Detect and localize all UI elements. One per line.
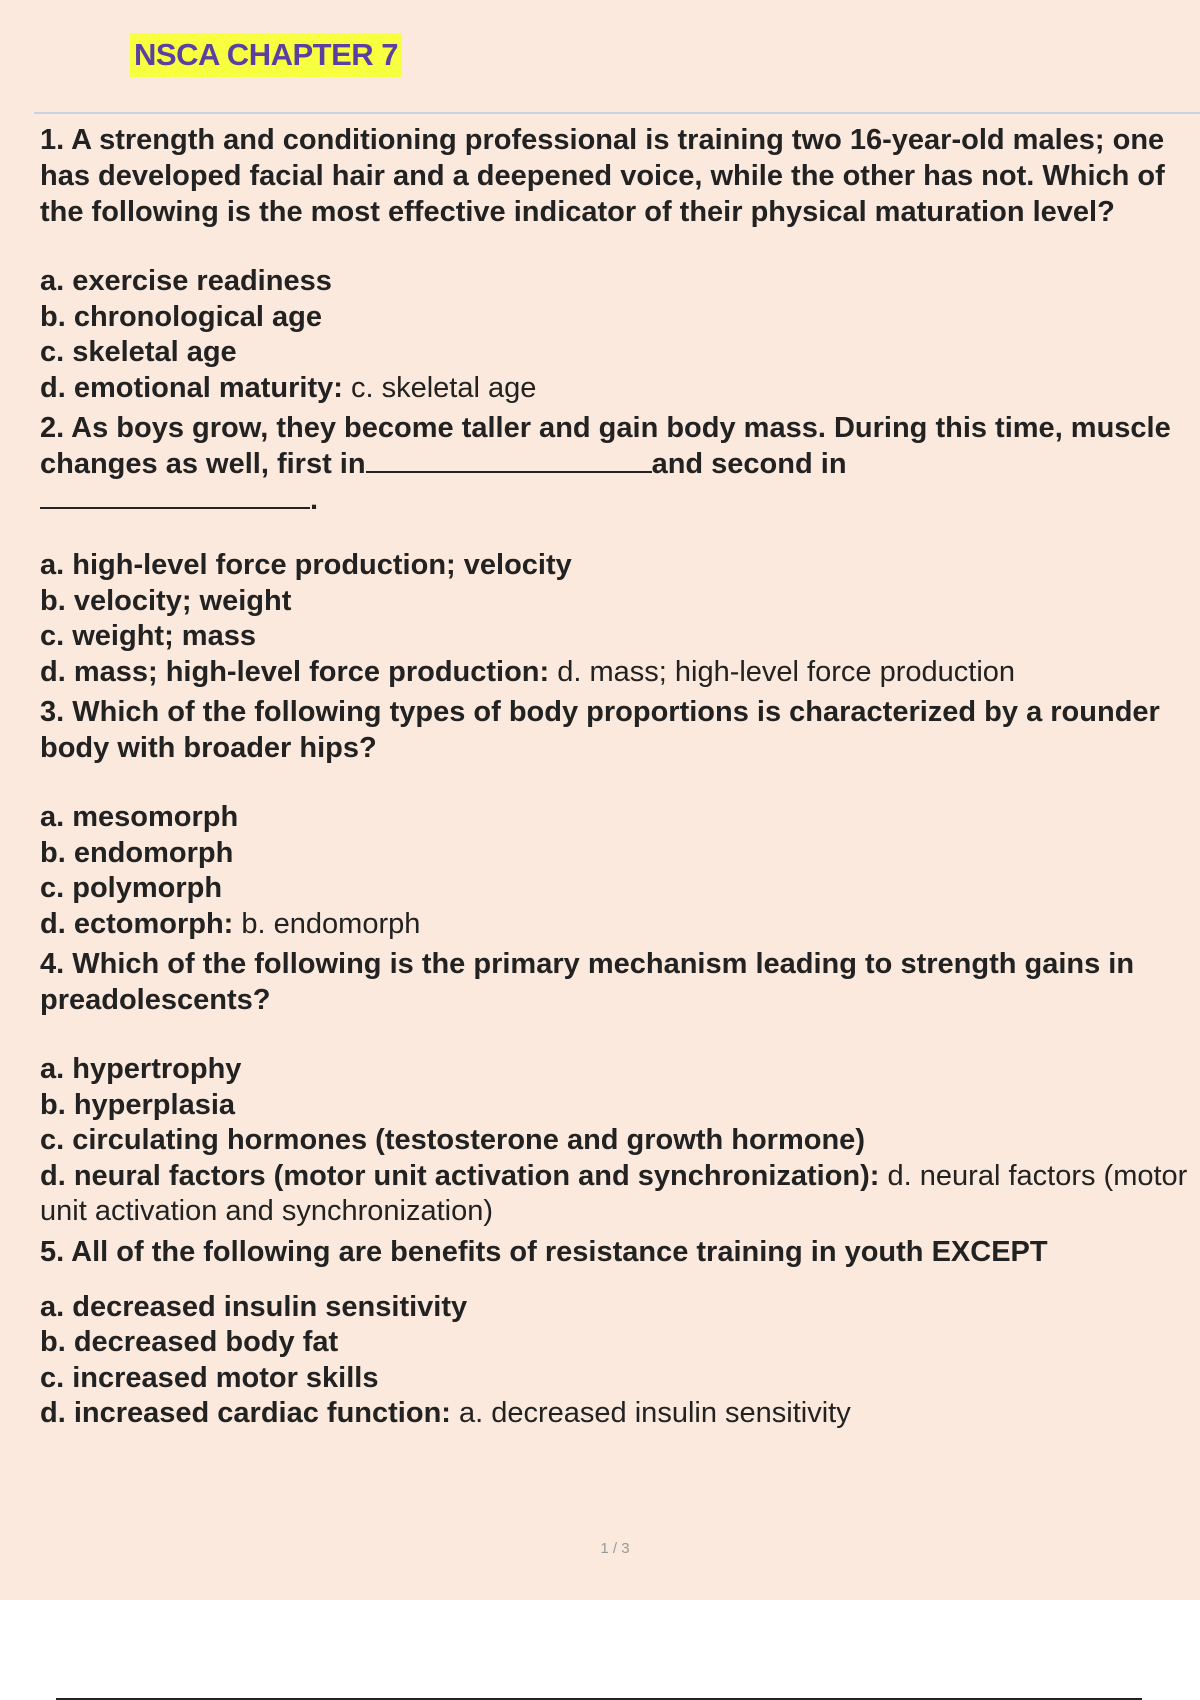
page-number: 1 / 3	[600, 1540, 630, 1557]
option-d: d. increased cardiac function:	[40, 1397, 451, 1429]
option-a: a. hypertrophy	[40, 1053, 242, 1085]
option-d-with-answer	[40, 907, 1200, 943]
option-b: b. endomorph	[40, 836, 234, 869]
option-d: d. neural factors (motor unit activation and synchronization):	[40, 1159, 880, 1192]
question-text: 1. A strength and conditioning professional is training two 16-year-old males; one has developed facial hair and a deepened voice, while the other has not. Which of the following is the most effective indicator of their physical maturation level?	[40, 124, 1165, 228]
option-c: c. skeletal age	[40, 336, 237, 368]
page-title: NSCA CHAPTER 7	[130, 33, 402, 77]
question-text-part3: .	[310, 484, 319, 516]
option-c: c. polymorph	[40, 872, 223, 904]
option-d: d. ectomorph:	[40, 907, 234, 940]
answer: d. neural factors (motor unit activation and synchronization)	[40, 1159, 1188, 1227]
question-1	[40, 118, 1200, 406]
question-text: 5. All of the following are benefits of resistance training in youth EXCEPT	[40, 1235, 1048, 1268]
option-d-with-answer	[40, 371, 1200, 407]
option-b: b. velocity; weight	[40, 584, 292, 617]
option-d-with-answer	[40, 1396, 1200, 1432]
question-2	[40, 406, 1200, 690]
option-b: b. decreased body fat	[40, 1326, 339, 1358]
fill-in-blank-1	[366, 465, 652, 473]
answer: d. mass; high-level force production	[557, 655, 1016, 688]
option-d: d. mass; high-level force production:	[40, 655, 550, 688]
option-c: c. increased motor skills	[40, 1361, 379, 1394]
option-d: d. emotional maturity:	[40, 371, 343, 404]
fill-in-blank-2	[40, 501, 310, 509]
option-d-with-answer	[40, 655, 1200, 691]
option-a: a. exercise readiness	[40, 265, 332, 297]
option-b: b. chronological age	[40, 300, 322, 333]
question-5	[40, 1230, 1200, 1432]
answer: b. endomorph	[241, 907, 421, 940]
option-b: b. hyperplasia	[40, 1088, 236, 1121]
option-c: c. weight; mass	[40, 620, 256, 652]
title-divider	[34, 112, 1200, 114]
answer: a. decreased insulin sensitivity	[459, 1397, 851, 1429]
question-text	[40, 406, 1200, 482]
question-text: 4. Which of the following is the primary mechanism leading to strength gains in preadolescents?	[40, 948, 1135, 1016]
question-4	[40, 942, 1200, 1230]
option-a: a. decreased insulin sensitivity	[40, 1290, 468, 1323]
question-list	[40, 118, 1200, 1432]
option-c: c. circulating hormones (testosterone and growth hormone)	[40, 1124, 865, 1156]
option-a: a. high-level force production; velocity	[40, 549, 572, 581]
option-a: a. mesomorph	[40, 801, 239, 833]
answer: c. skeletal age	[350, 371, 537, 404]
question-text-part2: and second in	[651, 448, 847, 480]
question-3	[40, 690, 1200, 942]
question-text-part1: 2. As boys grow, they become taller and gain body mass. During this time, muscle changes as well, first in	[40, 412, 1171, 480]
question-text-continued	[40, 482, 1200, 518]
option-d-with-answer	[40, 1159, 1200, 1230]
question-text: 3. Which of the following types of body proportions is characterized by a rounder body with broader hips?	[40, 696, 1160, 764]
